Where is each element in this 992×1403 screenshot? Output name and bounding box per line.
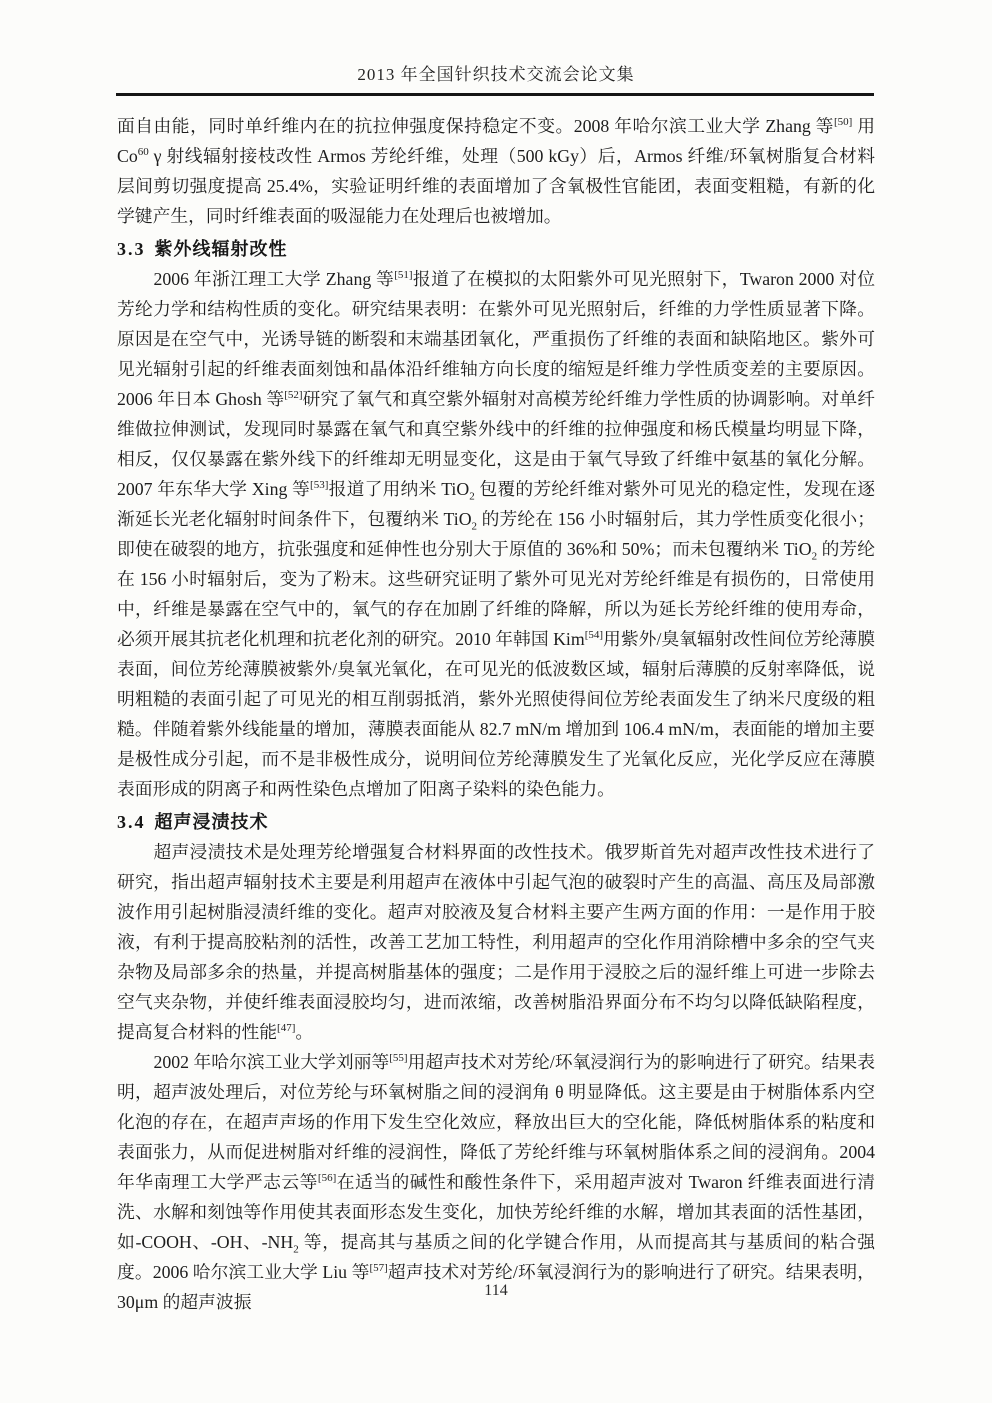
chemical-subscript: 2 — [469, 490, 475, 503]
reference-marker: [52] — [284, 389, 303, 402]
section-number: 3.3 — [117, 239, 146, 259]
text-run: 用紫外/臭氧辐射改性间位芳纶薄膜表面，间位芳纶薄膜被紫外/臭氧光氧化，在可见光的低波数区域，辐射后薄膜的反射率降低，说明粗糙的表面引起了可见光的相互削弱抵消，紫外光照使得间位芳纶表面发生了纳米尺度级的粗糙。伴随着紫外线能量的增加，薄膜表面能从 82.7 mN/m 增加到 106.4 mN/m，表面能的增加主要是极性成分引起，而不是非极性成分，说明间位芳纶薄膜发生了光氧化反应，光化学反应在薄膜表面形成的阴离子和两性染色点增加了阳离子染料的染色能力。 — [117, 629, 875, 799]
text-run: 的芳纶在 156 小时辐射后，其力学性质变化很小；即使在破裂的地方，抗张强度和延伸性也分别大于原值的 36%和 50%；而未包覆纳米 TiO — [117, 509, 875, 559]
text-run: 报道了在模拟的太阳紫外可见光照射下，Twaron 2000 对位芳纶力学和结构性质的变化。研究结果表明：在紫外可见光照射后，纤维的力学性质显著下降。原因是在空气中，光诱导链的断裂和末端基团氧化，严重损伤了纤维的表面和缺陷地区。紫外可见光辐射引起的纤维表面刻蚀和晶体沿纤维轴方向长度的缩短是纤维力学性质变差的主要原因。2006 年日本 Ghosh 等 — [117, 269, 875, 409]
reference-marker: [50] — [833, 116, 853, 129]
text-run: 2002 年哈尔滨工业大学刘丽等 — [153, 1052, 390, 1072]
reference-marker: [55] — [389, 1052, 408, 1065]
header-rule — [116, 93, 874, 96]
section-heading — [117, 234, 875, 264]
text-run: 2006 年浙江理工大学 Zhang 等 — [153, 269, 395, 289]
text-run: 用 Co — [117, 116, 875, 166]
text-run: 研究了氧气和真空紫外辐射对高模芳纶纤维力学性质的协调影响。对单纤维做拉伸测试，发现同时暴露在氧气和真空紫外线中的纤维的拉伸强度和杨氏模量均明显下降，相反，仅仅暴露在紫外线下的纤维却无明显变化，这是由于氧气导致了纤维中氨基的氧化分解。2007 年东华大学 Xing 等 — [117, 389, 875, 499]
text-run: 包覆的芳纶纤维对紫外可见光的稳定性，发现在逐渐延长光老化辐射时间条件下，包覆纳米 TiO — [117, 479, 875, 529]
text-run: 用超声技术对芳纶/环氧浸润行为的影响进行了研究。结果表明，超声波处理后，对位芳纶与环氧树脂之间的浸润角 θ 明显降低。这主要是由于树脂体系内空化泡的存在，在超声声场的作用下发生空化效应，释放出巨大的空化能，降低树脂体系的粘度和表面张力，从而促进树脂对纤维的浸润性，降低了芳纶纤维与环氧树脂体系之间的浸润角。2004 年华南理工大学严志云等 — [117, 1052, 875, 1192]
text-run: 的芳纶在 156 小时辐射后，变为了粉末。这些研究证明了紫外可见光对芳纶纤维是有损伤的，日常使用中，纤维是暴露在空气中的，氧气的存在加剧了纤维的降解，所以为延长芳纶纤维的使用寿命，必须开展其抗老化机理和抗老化剂的研究。2010 年韩国 Kim — [117, 539, 875, 649]
reference-marker: [53] — [310, 479, 329, 492]
document-body — [117, 111, 875, 1317]
page-header-title: 2013 年全国针织技术交流会论文集 — [357, 65, 635, 84]
section-number: 3.4 — [117, 812, 146, 832]
text-run: 在适当的碱性和酸性条件下，采用超声波对 Twaron 纤维表面进行清洗、水解和刻蚀等作用使其表面形态发生变化，加快芳纶纤维的水解，增加其表面的活性基团，如-COOH、-OH、-NH — [117, 1172, 875, 1252]
text-run: 超声浸渍技术是处理芳纶增强复合材料界面的改性技术。俄罗斯首先对超声改性技术进行了研究，指出超声辐射技术主要是利用超声在液体中引起气泡的破裂时产生的高温、高压及局部激波作用引起树脂浸渍纤维的变化。超声对胶液及复合材料主要产生两方面的作用：一是作用于胶液，有利于提高胶粘剂的活性，改善工艺加工特性，利用超声的空化作用消除槽中多余的空气夹杂物及局部多余的热量，并提高树脂基体的强度；二是作用于浸胶之后的湿纤维上可进一步除去空气夹杂物，并使纤维表面浸胶均匀，进而浓缩，改善树脂沿界面分布不均匀以降低缺陷程度，提高复合材料的性能 — [117, 842, 875, 1042]
paragraph — [117, 111, 875, 231]
page-number: 114 — [484, 1282, 508, 1299]
chemical-subscript: 2 — [471, 520, 478, 533]
text-run: 等，提高其与基质之间的化学键合作用，从而提高其与基质间的粘合强度。2006 哈尔滨工业大学 Liu 等 — [117, 1232, 875, 1282]
section-title: 超声浸渍技术 — [154, 812, 269, 832]
reference-marker: [56] — [317, 1172, 337, 1185]
reference-marker: [54] — [584, 629, 604, 642]
reference-marker: [51] — [394, 269, 413, 282]
reference-marker: 60 — [137, 146, 149, 159]
text-run: 超声技术对芳纶/环氧浸润行为的影响进行了研究。结果表明，30μm 的超声波振 — [117, 1262, 875, 1312]
chemical-subscript: 2 — [811, 550, 818, 563]
chemical-subscript: 2 — [293, 1243, 299, 1256]
paragraph — [117, 1047, 875, 1317]
section-heading — [117, 807, 875, 837]
text-run: 。 — [295, 1022, 314, 1042]
section-title: 紫外线辐射改性 — [154, 239, 288, 259]
paragraph — [117, 837, 875, 1047]
text-run: γ 射线辐射接枝改性 Armos 芳纶纤维，处理（500 kGy）后，Armos 纤维/环氧树脂复合材料层间剪切强度提高 25.4%，实验证明纤维的表面增加了含氧极性官能团，表面变粗糙，有新的化学键产生，同时纤维表面的吸湿能力在处理后也被增加。 — [117, 146, 876, 226]
reference-marker: [47] — [277, 1022, 296, 1035]
reference-marker: [57] — [369, 1262, 388, 1275]
paragraph — [117, 264, 875, 804]
text-run: 报道了用纳米 TiO — [328, 479, 470, 499]
text-run: 面自由能，同时单纤维内在的抗拉伸强度保持稳定不变。2008 年哈尔滨工业大学 Zhang 等 — [117, 116, 834, 136]
